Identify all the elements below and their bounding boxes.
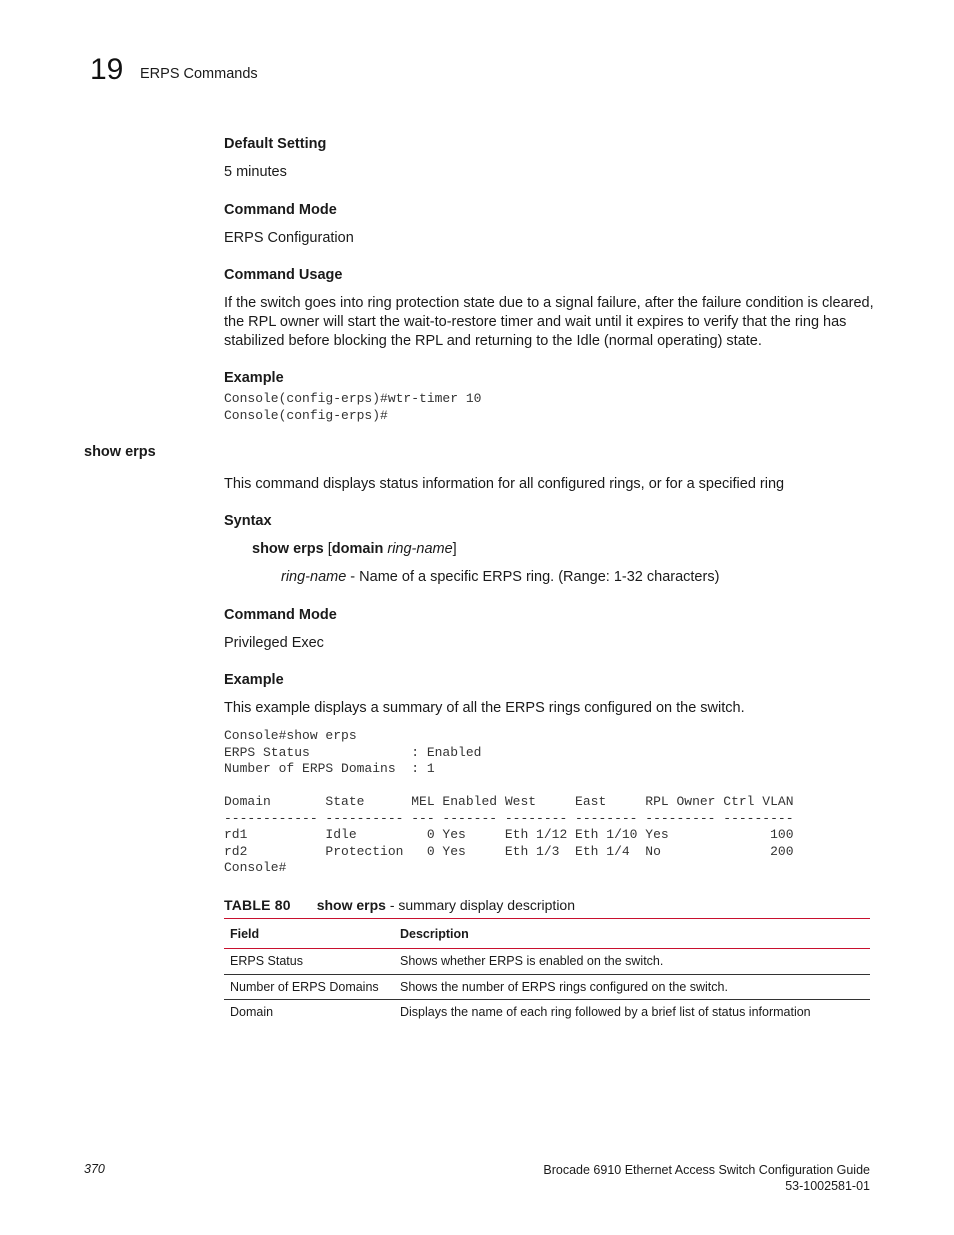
command-description: This command displays status information for all configured rings, or for a specified ring [224,476,785,492]
example-code-block-2: Console#show erps ERPS Status : Enabled Number of ERPS Domains : 1 Domain State MEL Enabled West East RPL Owner Ctrl VLAN ------------ ---------- --- ------- -------- -------- --------- --------- rd1 Idle 0 Yes Eth 1/12 Eth 1/10 Yes 100 rd2 Protection 0 Yes Eth 1/3 Eth 1/4 No 200 Console# [224,728,794,875]
table-row [224,949,870,975]
command-usage-text: If the switch goes into ring protection state due to a signal failure, after the failure condition is cleared, the RPL owner will start the wait-to-restore timer and wait until it expires to verify that the ring has stabilized before blocking the RPL and returning to the Idle (normal operating) state. [224,295,874,349]
footer-doc-info [543,1162,870,1194]
table-caption [224,897,575,913]
syntax-line [252,541,457,557]
column-header-field: Field [230,926,260,941]
table-cell-field: Domain [230,1005,274,1020]
parameter-text: - Name of a specific ERPS ring. (Range: 1-32 characters) [346,569,720,585]
syntax-open-bracket: [ [323,541,332,557]
command-mode-heading-2: Command Mode [224,607,337,623]
table-number: TABLE 80 [224,897,291,913]
example-code-block: Console(config-erps)#wtr-timer 10 Console(config-erps)# [224,391,482,423]
column-header-description: Description [400,926,469,941]
page-number: 370 [84,1162,105,1176]
footer-doc-title: Brocade 6910 Ethernet Access Switch Configuration Guide [543,1163,870,1177]
chapter-number: 19 [90,53,124,86]
table-caption-command: show erps [316,897,386,913]
syntax-keyword: domain [331,541,384,557]
table-header-row [224,919,870,949]
table-cell-description: Shows the number of ERPS rings configured on the switch. [400,979,728,994]
parameter-description [281,569,719,585]
syntax-close-bracket: ] [452,541,457,557]
table-row [224,1000,870,1025]
table-cell-description: Displays the name of each ring followed by a brief list of status information [400,1005,811,1020]
section-title-show-erps: show erps [84,444,156,460]
chapter-title: ERPS Commands [140,66,258,82]
table-caption-text: - summary display description [385,897,575,913]
parameter-name: ring-name [281,569,347,585]
description-table [224,918,870,1025]
syntax-command: show erps [252,541,324,557]
command-mode-heading: Command Mode [224,202,337,218]
syntax-heading: Syntax [224,513,272,529]
command-mode-value-2: Privileged Exec [224,635,324,651]
default-setting-heading: Default Setting [224,136,327,152]
example-heading-2: Example [224,672,284,688]
command-mode-value: ERPS Configuration [224,230,354,246]
command-usage-heading: Command Usage [224,267,343,283]
table-cell-field: ERPS Status [230,954,303,969]
table-row [224,974,870,1000]
example-intro: This example displays a summary of all the ERPS rings configured on the switch. [224,700,745,716]
example-heading: Example [224,370,284,386]
default-setting-value: 5 minutes [224,164,287,180]
table-cell-field: Number of ERPS Domains [230,979,379,994]
table-cell-description: Shows whether ERPS is enabled on the switch. [400,954,664,969]
syntax-argument: ring-name [387,541,453,557]
footer-doc-number: 53-1002581-01 [785,1179,870,1193]
